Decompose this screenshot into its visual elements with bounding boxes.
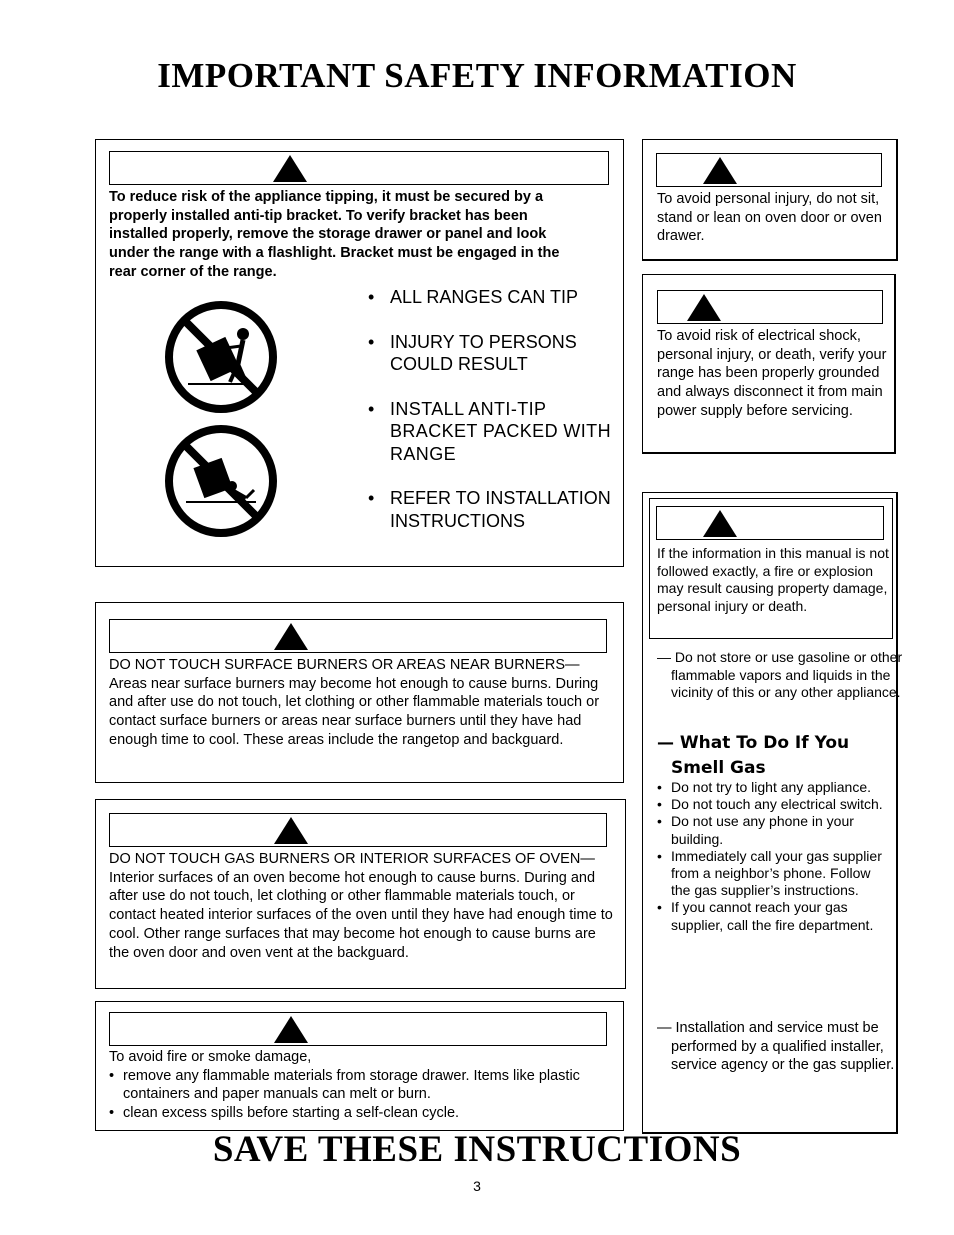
gas-warning-text: If the information in this manual is not followed exactly, a fire or explosion may result causing property damage, personal injury or death. [657,545,889,614]
warning-banner [109,151,609,185]
surface-burner-heading: DO NOT TOUCH SURFACE BURNERS OR AREAS NEAR BURNERS— [109,657,580,673]
gas-install-text: — Installation and service must be performed by a qualified installer, service agency or the gas supplier. [657,1020,895,1074]
page-number: 3 [473,1178,481,1194]
list-item: • Do not try to light any appliance. [657,779,883,796]
oven-interior-heading: DO NOT TOUCH GAS BURNERS OR INTERIOR SURFACES OF OVEN— [109,851,595,867]
tipped-range-injury-icon [160,420,282,542]
list-item: • INJURY TO PERSONS COULD RESULT [366,331,620,376]
warning-banner [109,1012,607,1046]
list-item: • remove any flammable materials from storage drawer. Items like plastic containers and paper manuals can melt or burn. [109,1067,599,1104]
oven-interior-text [109,850,617,962]
warning-banner [656,506,884,540]
save-instructions-title: SAVE THESE INSTRUCTIONS [212,1129,742,1170]
surface-burner-warning-box [95,602,624,783]
list-item: • Do not use any phone in your building. [657,813,883,847]
anti-tip-bullet-list [366,286,620,554]
list-item: • clean excess spills before starting a self-clean cycle. [109,1104,599,1123]
surface-burner-body: Areas near surface burners may become hot enough to cause burns. During and after use do not touch, let clothing or other flammable materials touch or contact surface burners or areas near surface burners until they have had enough time to cool. These areas include the rangetop and backguard. [109,675,600,748]
anti-tip-intro: To reduce risk of the appliance tipping, it must be secured by a properly installed anti-tip bracket. To verify bracket has been installed properly, remove the storage drawer or panel and look under the range with a flashlight. Bracket must be engaged in the rear corner of the range. [109,189,560,280]
gas-warning-box [642,492,903,1134]
warning-banner [657,290,883,324]
electrical-shock-warning-box [642,274,896,454]
oven-interior-warning-box [95,799,626,989]
fire-smoke-text [109,1048,599,1123]
warning-banner [109,619,607,653]
list-item: • Do not touch any electrical switch. [657,796,883,813]
warning-banner [109,813,607,847]
warning-triangle-icon [703,157,737,184]
oven-door-text: To avoid personal injury, do not sit, stand or lean on oven door or oven drawer. [657,191,882,245]
warning-triangle-icon [274,623,308,650]
fire-smoke-warning-box [95,1001,624,1131]
oven-door-warning-box [642,139,898,261]
list-item: • If you cannot reach your gas supplier, call the fire department. [657,899,883,933]
warning-triangle-icon [274,1016,308,1043]
smell-gas-heading: — What To Do If You Smell Gas [657,733,850,778]
warning-triangle-icon [703,510,737,537]
fire-smoke-intro: To avoid fire or smoke damage, [109,1049,312,1065]
oven-interior-body: Interior surfaces of an oven become hot enough to cause burns. During and after use do not touch, let clothing or other flammable materials touch, or contact heated interior surfaces of the oven until they have had enough time to cool. Other range surfaces that may become hot enough to cause burns are the oven door and oven vent at the backguard. [109,869,613,961]
fire-smoke-list [109,1067,599,1123]
no-tipping-range-icon [160,296,282,418]
list-item: • INSTALL ANTI-TIP BRACKET PACKED WITH RANGE [366,398,620,466]
warning-banner [656,153,882,187]
warning-triangle-icon [273,155,307,182]
page-title: IMPORTANT SAFETY INFORMATION [157,56,797,95]
anti-tip-warning-box [95,139,624,567]
smell-gas-list [657,779,883,934]
electrical-shock-text: To avoid risk of electrical shock, personal injury, or death, verify your range has been properly grounded and always disconnect it from main power supply before servicing. [657,328,887,419]
list-item: • REFER TO INSTALLATION INSTRUCTIONS [366,487,620,532]
warning-triangle-icon [274,817,308,844]
list-item: • ALL RANGES CAN TIP [366,286,620,309]
surface-burner-text [109,656,621,750]
gas-store-text: — Do not store or use gasoline or other flammable vapors and liquids in the vicinity of this or any other appliance. [657,649,903,700]
gas-warning-inner-box [649,498,893,639]
list-item: • Immediately call your gas supplier from a neighbor’s phone. Follow the gas supplier’s instructions. [657,848,883,900]
warning-triangle-icon [687,294,721,321]
